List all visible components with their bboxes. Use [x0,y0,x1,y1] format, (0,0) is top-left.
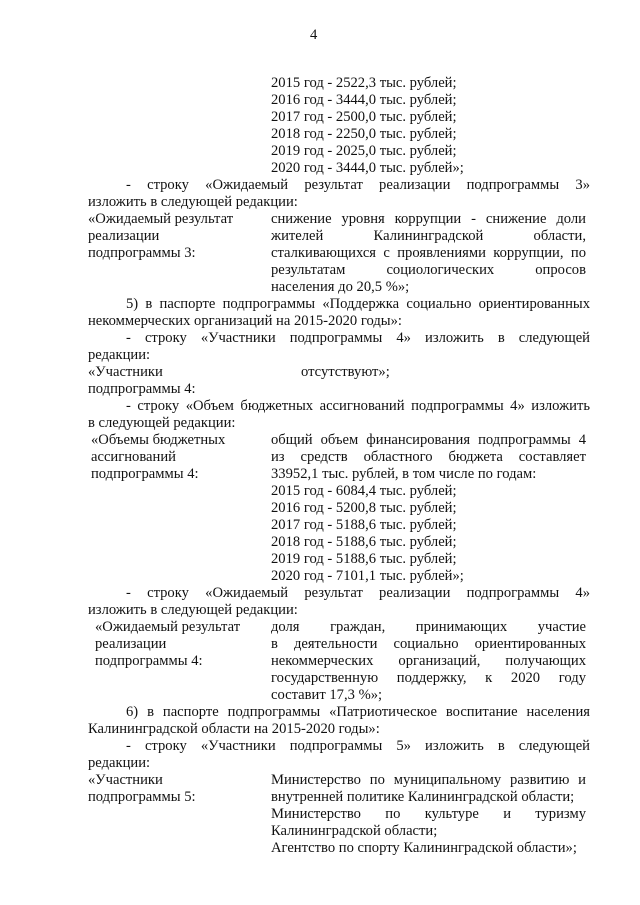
field-value-line: снижение уровня коррупции - снижение доли [271,211,586,227]
year-line: 2015 год - 2522,3 тыс. рублей; [271,75,457,91]
year-line: 2017 год - 5188,6 тыс. рублей; [271,517,457,533]
field-label: «Участники [88,772,163,788]
field-label: «Участники [88,364,163,380]
field-label: «Объемы бюджетных [91,432,226,448]
paragraph-line: 5) в паспорте подпрограммы «Поддержка социально ориентированных [126,296,590,312]
paragraph-line: в следующей редакции: [88,415,236,431]
field-value-line: Министерство по муниципальному развитию и [271,772,586,788]
field-label: подпрограммы 4: [95,653,203,669]
paragraph-line: - строку «Участники подпрограммы 5» изложить в следующей [126,738,590,754]
paragraph-line: 6) в паспорте подпрограммы «Патриотическое воспитание населения [126,704,590,720]
field-value-line: населения до 20,5 %»; [271,279,410,295]
field-label: подпрограммы 4: [88,381,196,397]
paragraph-line: редакции: [88,755,151,771]
year-line: 2016 год - 3444,0 тыс. рублей; [271,92,457,108]
field-value-line: внутренней политике Калининградской области; [271,789,575,805]
field-value-line: результатам социологических опросов [271,262,586,278]
field-label: подпрограммы 4: [91,466,199,482]
year-line: 2016 год - 5200,8 тыс. рублей; [271,500,457,516]
paragraph-line: Калининградской области на 2015-2020 годы»: [88,721,380,737]
field-value-line: государственную поддержку, к 2020 году [271,670,586,686]
field-value-line: доля граждан, принимающих участие [271,619,586,635]
field-value-line: отсутствуют»; [301,364,390,380]
field-label: «Ожидаемый результат [95,619,241,635]
paragraph-line: редакции: [88,347,151,363]
field-value-line: Министерство по культуре и туризму [271,806,586,822]
paragraph-line: - строку «Ожидаемый результат реализации подпрограммы 4» [126,585,590,601]
year-line: 2019 год - 2025,0 тыс. рублей; [271,143,457,159]
field-value-line: сталкивающихся с проявлениями коррупции, по [271,245,586,261]
field-value-line: общий объем финансирования подпрограммы 4 [271,432,586,448]
year-line: 2017 год - 2500,0 тыс. рублей; [271,109,457,125]
field-value-line: в деятельности социально ориентированных [271,636,586,652]
year-line: 2015 год - 6084,4 тыс. рублей; [271,483,457,499]
field-label: реализации [95,636,167,652]
year-line: 2018 год - 2250,0 тыс. рублей; [271,126,457,142]
paragraph-line: изложить в следующей редакции: [88,602,298,618]
field-label: ассигнований [91,449,176,465]
paragraph-line: - строку «Объем бюджетных ассигнований подпрограммы 4» изложить [126,398,590,414]
year-line: 2019 год - 5188,6 тыс. рублей; [271,551,457,567]
paragraph-line: изложить в следующей редакции: [88,194,298,210]
year-line: 2020 год - 7101,1 тыс. рублей»; [271,568,464,584]
field-value-line: Калининградской области; [271,823,438,839]
paragraph-line: - строку «Участники подпрограммы 4» изложить в следующей [126,330,590,346]
field-value-line: Агентство по спорту Калининградской области»; [271,840,577,856]
paragraph-line: некоммерческих организаций на 2015-2020 годы»: [88,313,402,329]
field-label: подпрограммы 3: [88,245,196,261]
field-value-line: составит 17,3 %»; [271,687,383,703]
year-line: 2018 год - 5188,6 тыс. рублей; [271,534,457,550]
field-label: подпрограммы 5: [88,789,196,805]
paragraph-line: - строку «Ожидаемый результат реализации подпрограммы 3» [126,177,590,193]
field-value-line: некоммерческих организаций, получающих [271,653,586,669]
page-number: 4 [310,27,318,43]
field-label: «Ожидаемый результат [88,211,234,227]
year-line: 2020 год - 3444,0 тыс. рублей»; [271,160,464,176]
field-value-line: из средств областного бюджета составляет [271,449,586,465]
field-label: реализации [88,228,160,244]
field-value-line: 33952,1 тыс. рублей, в том числе по годам: [271,466,537,482]
field-value-line: жителей Калининградской области, [271,228,586,244]
